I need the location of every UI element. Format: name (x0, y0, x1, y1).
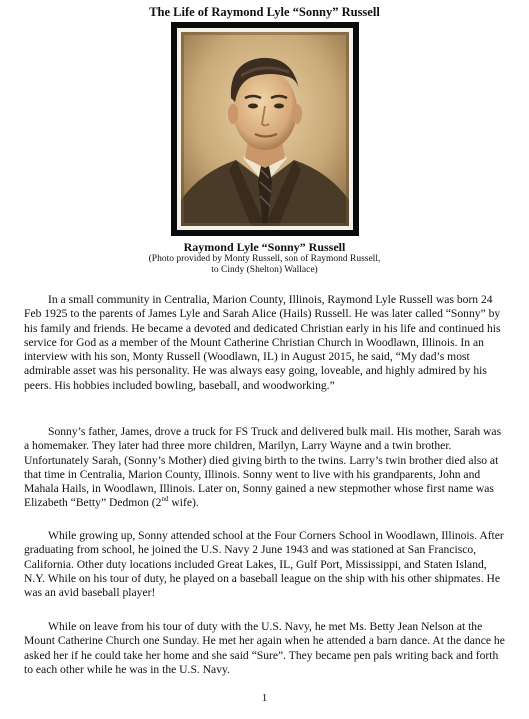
photo-credit-line-1: (Photo provided by Monty Russell, son of Raymond Russell, (148, 254, 381, 264)
paragraph-family-text: Sonny’s father, James, drove a truck for FS Truck and delivered bulk mail. His mother, Sarah was a homemaker. They later had three more children, Marilyn, Larry Wayne and a twin brother. Unfortunately Sarah, (Sonny’s Mother) died giving birth to the twins. Larry’s twin brother died also at that time in Centralia, Marion County, Illinois. Sonny went to live with his grandparents, John and Mahala Hails, in Woodlawn, Illinois. Later on, Sonny gained a new stepmother whose first name was Elizabeth “Betty” Dedmon (2 (24, 425, 502, 510)
photo-caption-name: Raymond Lyle “Sonny” Russell (183, 240, 346, 254)
portrait-illustration (181, 32, 349, 226)
portrait-photo (181, 32, 349, 226)
photo-credit-line-2: to Cindy (Shelton) Wallace) (211, 265, 318, 275)
paragraph-family (24, 425, 508, 511)
page-title: The Life of Raymond Lyle “Sonny” Russell (149, 5, 380, 19)
page-number: 1 (261, 692, 268, 704)
portrait-photo-frame (171, 22, 359, 236)
photo-mat (177, 28, 353, 230)
paragraph-birth: In a small community in Centralia, Marion County, Illinois, Raymond Lyle Russell was born 24 Feb 1925 to the parents of James Lyle and Sarah Alice (Hails) Russell. He was later called “Sonny” by his family and friends. He became a devoted and dedicated Christian early in his life and continued his service for God as a member of the Mount Catherine Christian Church in Woodlawn, Illinois. In an interview with his son, Monty Russell (Woodlawn, IL) in August 2015, he said, “My dad’s most admirable asset was his personality. He was always easy going, loveable, and highly admired by his peers. His hobbies included bowling, baseball, and woodworking.” (24, 293, 501, 392)
ordinal-superscript: nd (161, 495, 169, 504)
paragraph-family-tail: wife). (168, 496, 199, 510)
paragraph-meeting: While on leave from his tour of duty with the U.S. Navy, he met Ms. Betty Jean Nelson at the Mount Catherine Church one Sunday. He met her again when he attended a barn dance. At the dance he asked her if he could take her home and she said “Sure”. They became pen pals writing back and forth to each other while he was in the U.S. Navy. (24, 620, 505, 676)
photo-caption-credit (0, 254, 529, 276)
paragraph-navy: While growing up, Sonny attended school at the Four Corners School in Woodlawn, Illinois. After graduating from school, he joined the U.S. Navy 2 June 1943 and was stationed at San Francisco, California. Other duty locations included Great Lakes, IL, Gulf Port, Mississippi, and Staten Island, N.Y. While on his tour of duty, he played on a baseball league on the ship with his other shipmates. He was an avid baseball player! (24, 529, 504, 600)
